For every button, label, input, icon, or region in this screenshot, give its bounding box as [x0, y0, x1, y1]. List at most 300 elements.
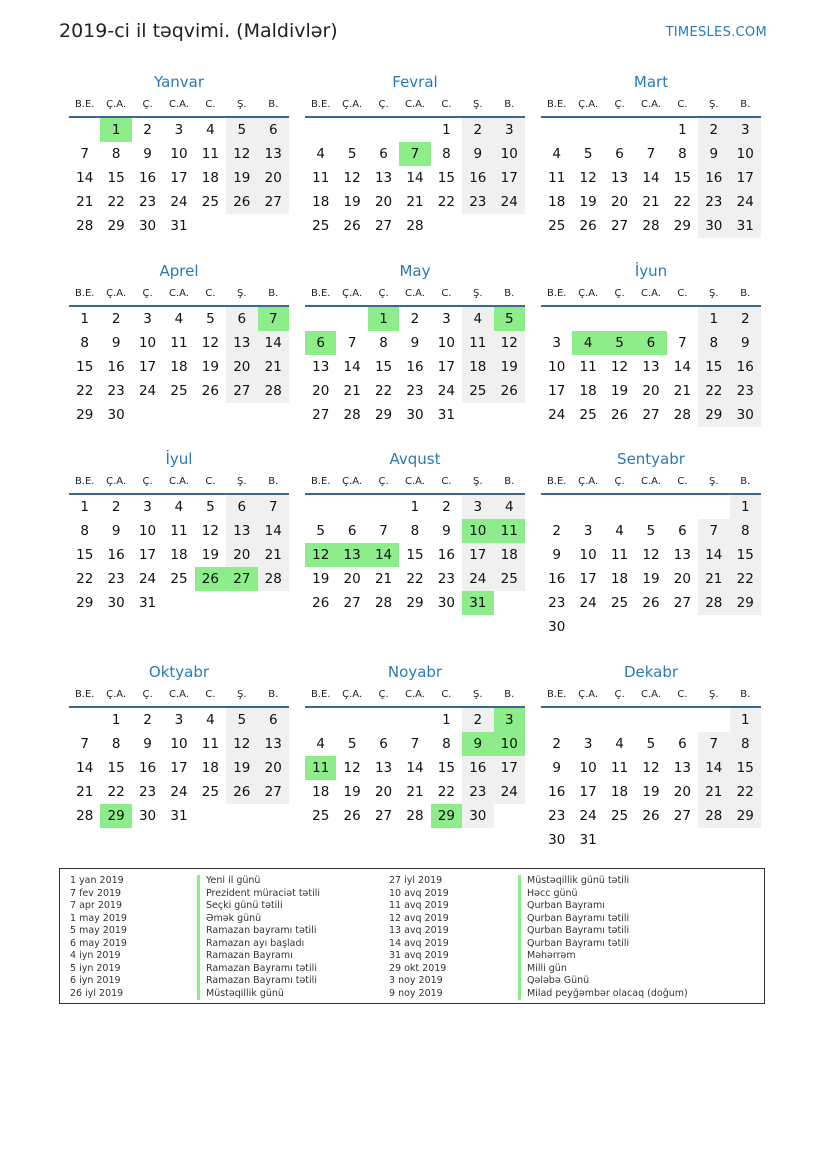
day-cell[interactable]: 19	[226, 166, 257, 190]
day-cell[interactable]: 4	[552, 146, 561, 162]
day-cell[interactable]: 14	[76, 170, 94, 186]
day-cell[interactable]: 28	[406, 808, 424, 824]
day-cell[interactable]: 26	[226, 190, 257, 214]
day-cell[interactable]: 22	[698, 379, 729, 403]
day-cell[interactable]: 2	[442, 499, 451, 515]
day-cell[interactable]: 10	[494, 142, 525, 166]
day-cell[interactable]: 23	[548, 595, 566, 611]
day-cell[interactable]: 2	[143, 712, 152, 728]
day-cell[interactable]: 18	[494, 543, 525, 567]
day-cell[interactable]: 24	[138, 571, 157, 587]
day-cell[interactable]: 31	[437, 407, 455, 423]
day-cell[interactable]: 17	[170, 760, 188, 776]
day-cell[interactable]: 29	[730, 591, 761, 615]
day-cell[interactable]: 26	[579, 218, 597, 234]
day-cell[interactable]: 20	[226, 543, 257, 567]
day-cell[interactable]: 16	[548, 571, 566, 587]
day-cell[interactable]: 7	[258, 307, 289, 331]
day-cell[interactable]: 15	[698, 355, 729, 379]
day-cell[interactable]: 29	[406, 595, 424, 611]
day-cell[interactable]: 19	[312, 571, 330, 587]
day-cell[interactable]: 3	[174, 712, 184, 728]
day-cell[interactable]: 12	[201, 335, 219, 351]
day-cell[interactable]: 6	[379, 736, 388, 752]
day-cell[interactable]: 23	[138, 194, 157, 210]
day-cell[interactable]: 2	[462, 708, 493, 732]
day-cell[interactable]: 14	[258, 519, 289, 543]
day-cell[interactable]: 14	[698, 756, 729, 780]
day-cell[interactable]: 14	[258, 331, 289, 355]
day-cell[interactable]: 25	[170, 383, 188, 399]
day-cell[interactable]: 28	[642, 218, 660, 234]
day-cell[interactable]: 6	[678, 736, 687, 752]
day-cell[interactable]: 30	[437, 595, 455, 611]
day-cell[interactable]: 31	[170, 808, 188, 824]
day-cell[interactable]: 17	[138, 547, 157, 563]
day-cell[interactable]: 27	[673, 808, 691, 824]
day-cell[interactable]: 23	[462, 780, 493, 804]
day-cell[interactable]: 18	[170, 359, 188, 375]
day-cell[interactable]: 20	[343, 571, 361, 587]
day-cell[interactable]: 10	[579, 760, 597, 776]
day-cell[interactable]: 2	[698, 118, 729, 142]
day-cell[interactable]: 28	[374, 595, 393, 611]
day-cell[interactable]: 28	[406, 218, 424, 234]
day-cell[interactable]: 22	[374, 383, 393, 399]
day-cell[interactable]: 29	[698, 403, 729, 427]
day-cell[interactable]: 11	[170, 335, 188, 351]
day-cell[interactable]: 16	[730, 355, 761, 379]
day-cell[interactable]: 3	[583, 523, 593, 539]
day-cell[interactable]: 19	[610, 383, 629, 399]
day-cell[interactable]: 5	[206, 311, 215, 327]
day-cell[interactable]: 21	[673, 383, 691, 399]
day-cell[interactable]: 17	[170, 170, 188, 186]
day-cell[interactable]: 13	[610, 170, 629, 186]
day-cell[interactable]: 21	[258, 543, 289, 567]
day-cell[interactable]: 12	[642, 760, 660, 776]
day-cell[interactable]: 18	[201, 170, 219, 186]
day-cell[interactable]: 2	[111, 499, 121, 515]
day-cell[interactable]: 25	[170, 571, 188, 587]
day-cell[interactable]: 20	[673, 571, 691, 587]
day-cell[interactable]: 18	[312, 784, 330, 800]
day-cell[interactable]: 16	[462, 166, 493, 190]
day-cell[interactable]: 17	[579, 571, 597, 587]
day-cell[interactable]: 3	[442, 311, 451, 327]
day-cell[interactable]: 26	[610, 407, 629, 423]
day-cell[interactable]: 23	[548, 808, 566, 824]
day-cell[interactable]: 24	[494, 780, 525, 804]
day-cell[interactable]: 16	[437, 547, 455, 563]
day-cell[interactable]: 19	[343, 784, 361, 800]
day-cell[interactable]: 11	[305, 756, 336, 780]
day-cell[interactable]: 4	[206, 712, 215, 728]
day-cell[interactable]: 22	[76, 383, 94, 399]
day-cell[interactable]: 26	[494, 379, 525, 403]
day-cell[interactable]: 8	[80, 523, 89, 539]
day-cell[interactable]: 2	[143, 122, 152, 138]
day-cell[interactable]: 18	[312, 194, 330, 210]
day-cell[interactable]: 5	[347, 736, 357, 752]
day-cell[interactable]: 27	[374, 808, 393, 824]
day-cell[interactable]: 16	[406, 359, 424, 375]
day-cell[interactable]: 9	[143, 736, 152, 752]
day-cell[interactable]: 7	[678, 335, 687, 351]
day-cell[interactable]: 9	[552, 760, 561, 776]
day-cell[interactable]: 10	[730, 142, 761, 166]
day-cell[interactable]: 7	[379, 523, 388, 539]
day-cell[interactable]: 25	[548, 218, 566, 234]
day-cell[interactable]: 20	[312, 383, 330, 399]
day-cell[interactable]: 29	[100, 804, 131, 828]
day-cell[interactable]: 13	[673, 760, 691, 776]
day-cell[interactable]: 5	[347, 146, 357, 162]
day-cell[interactable]: 3	[143, 499, 152, 515]
day-cell[interactable]: 9	[462, 732, 493, 756]
day-cell[interactable]: 2	[462, 118, 493, 142]
day-cell[interactable]: 27	[343, 595, 361, 611]
day-cell[interactable]: 20	[642, 383, 660, 399]
day-cell[interactable]: 18	[170, 547, 188, 563]
day-cell[interactable]: 1	[80, 311, 89, 327]
day-cell[interactable]: 8	[80, 335, 89, 351]
day-cell[interactable]: 25	[312, 808, 330, 824]
day-cell[interactable]: 5	[583, 146, 593, 162]
day-cell[interactable]: 24	[462, 567, 493, 591]
day-cell[interactable]: 12	[642, 547, 660, 563]
day-cell[interactable]: 6	[347, 523, 357, 539]
day-cell[interactable]: 8	[698, 331, 729, 355]
day-cell[interactable]: 10	[170, 146, 188, 162]
day-cell[interactable]: 13	[258, 732, 289, 756]
day-cell[interactable]: 22	[730, 567, 761, 591]
day-cell[interactable]: 13	[336, 543, 367, 567]
day-cell[interactable]: 11	[579, 359, 597, 375]
day-cell[interactable]: 3	[583, 736, 593, 752]
day-cell[interactable]: 7	[80, 146, 89, 162]
day-cell[interactable]: 29	[431, 804, 462, 828]
day-cell[interactable]: 8	[111, 146, 121, 162]
day-cell[interactable]: 19	[201, 547, 219, 563]
day-cell[interactable]: 5	[646, 736, 656, 752]
day-cell[interactable]: 25	[610, 595, 629, 611]
day-cell[interactable]: 26	[642, 595, 660, 611]
day-cell[interactable]: 6	[379, 146, 388, 162]
day-cell[interactable]: 12	[494, 331, 525, 355]
day-cell[interactable]: 23	[107, 571, 125, 587]
day-cell[interactable]: 21	[642, 194, 660, 210]
day-cell[interactable]: 29	[673, 218, 691, 234]
day-cell[interactable]: 1	[111, 712, 121, 728]
day-cell[interactable]: 29	[374, 407, 393, 423]
day-cell[interactable]: 1	[368, 307, 399, 331]
day-cell[interactable]: 8	[730, 519, 761, 543]
day-cell[interactable]: 4	[494, 495, 525, 519]
day-cell[interactable]: 17	[462, 543, 493, 567]
day-cell[interactable]: 29	[76, 595, 94, 611]
day-cell[interactable]: 18	[610, 571, 629, 587]
day-cell[interactable]: 22	[437, 784, 455, 800]
day-cell[interactable]: 2	[730, 307, 761, 331]
day-cell[interactable]: 23	[107, 383, 125, 399]
day-cell[interactable]: 21	[76, 784, 94, 800]
day-cell[interactable]: 25	[201, 784, 219, 800]
day-cell[interactable]: 2	[552, 523, 561, 539]
day-cell[interactable]: 11	[201, 736, 219, 752]
day-cell[interactable]: 4	[174, 311, 184, 327]
day-cell[interactable]: 26	[343, 808, 361, 824]
day-cell[interactable]: 24	[170, 194, 188, 210]
day-cell[interactable]: 14	[698, 543, 729, 567]
day-cell[interactable]: 28	[76, 808, 94, 824]
day-cell[interactable]: 3	[552, 335, 561, 351]
day-cell[interactable]: 27	[226, 567, 257, 591]
day-cell[interactable]: 11	[610, 760, 629, 776]
day-cell[interactable]: 6	[635, 331, 666, 355]
day-cell[interactable]: 1	[730, 495, 761, 519]
day-cell[interactable]: 4	[206, 122, 215, 138]
day-cell[interactable]: 17	[579, 784, 597, 800]
day-cell[interactable]: 14	[406, 760, 424, 776]
day-cell[interactable]: 10	[579, 547, 597, 563]
day-cell[interactable]: 5	[226, 118, 257, 142]
day-cell[interactable]: 16	[548, 784, 566, 800]
day-cell[interactable]: 19	[579, 194, 597, 210]
day-cell[interactable]: 27	[374, 218, 393, 234]
day-cell[interactable]: 15	[107, 170, 125, 186]
day-cell[interactable]: 8	[678, 146, 687, 162]
day-cell[interactable]: 6	[258, 708, 289, 732]
day-cell[interactable]: 20	[258, 166, 289, 190]
day-cell[interactable]: 21	[374, 571, 393, 587]
day-cell[interactable]: 19	[494, 355, 525, 379]
day-cell[interactable]: 8	[410, 523, 420, 539]
day-cell[interactable]: 2	[410, 311, 420, 327]
day-cell[interactable]: 7	[410, 736, 420, 752]
day-cell[interactable]: 9	[410, 335, 420, 351]
day-cell[interactable]: 30	[138, 218, 157, 234]
day-cell[interactable]: 17	[548, 383, 566, 399]
day-cell[interactable]: 14	[76, 760, 94, 776]
day-cell[interactable]: 29	[76, 407, 94, 423]
day-cell[interactable]: 6	[305, 331, 336, 355]
day-cell[interactable]: 12	[305, 543, 336, 567]
day-cell[interactable]: 24	[730, 190, 761, 214]
day-cell[interactable]: 27	[610, 218, 629, 234]
day-cell[interactable]: 8	[730, 732, 761, 756]
day-cell[interactable]: 10	[170, 736, 188, 752]
day-cell[interactable]: 20	[610, 194, 629, 210]
day-cell[interactable]: 25	[494, 567, 525, 591]
day-cell[interactable]: 18	[201, 760, 219, 776]
day-cell[interactable]: 14	[642, 170, 660, 186]
day-cell[interactable]: 5	[494, 307, 525, 331]
site-link[interactable]: TIMESLES.COM	[665, 25, 767, 40]
day-cell[interactable]: 25	[462, 379, 493, 403]
day-cell[interactable]: 13	[374, 760, 393, 776]
day-cell[interactable]: 26	[642, 808, 660, 824]
day-cell[interactable]: 7	[399, 142, 430, 166]
day-cell[interactable]: 27	[226, 379, 257, 403]
day-cell[interactable]: 15	[374, 359, 393, 375]
day-cell[interactable]: 22	[406, 571, 424, 587]
day-cell[interactable]: 1	[678, 122, 687, 138]
day-cell[interactable]: 9	[111, 523, 121, 539]
day-cell[interactable]: 12	[201, 523, 219, 539]
day-cell[interactable]: 21	[76, 194, 94, 210]
day-cell[interactable]: 19	[343, 194, 361, 210]
day-cell[interactable]: 7	[698, 519, 729, 543]
day-cell[interactable]: 3	[730, 118, 761, 142]
day-cell[interactable]: 4	[615, 736, 624, 752]
day-cell[interactable]: 9	[462, 142, 493, 166]
day-cell[interactable]: 4	[572, 331, 603, 355]
day-cell[interactable]: 8	[111, 736, 121, 752]
day-cell[interactable]: 24	[579, 808, 597, 824]
day-cell[interactable]: 10	[138, 335, 157, 351]
day-cell[interactable]: 31	[730, 214, 761, 238]
day-cell[interactable]: 15	[437, 760, 455, 776]
day-cell[interactable]: 12	[610, 359, 629, 375]
day-cell[interactable]: 31	[579, 832, 597, 848]
day-cell[interactable]: 28	[343, 407, 361, 423]
day-cell[interactable]: 17	[494, 166, 525, 190]
day-cell[interactable]: 30	[462, 804, 493, 828]
day-cell[interactable]: 28	[258, 567, 289, 591]
day-cell[interactable]: 31	[170, 218, 188, 234]
day-cell[interactable]: 21	[406, 194, 424, 210]
day-cell[interactable]: 15	[730, 756, 761, 780]
day-cell[interactable]: 24	[138, 383, 157, 399]
day-cell[interactable]: 22	[107, 784, 125, 800]
day-cell[interactable]: 29	[730, 804, 761, 828]
day-cell[interactable]: 13	[258, 142, 289, 166]
day-cell[interactable]: 3	[462, 495, 493, 519]
day-cell[interactable]: 5	[646, 523, 656, 539]
day-cell[interactable]: 4	[174, 499, 184, 515]
day-cell[interactable]: 29	[107, 218, 125, 234]
day-cell[interactable]: 10	[494, 732, 525, 756]
day-cell[interactable]: 4	[316, 736, 325, 752]
day-cell[interactable]: 17	[138, 359, 157, 375]
day-cell[interactable]: 28	[698, 804, 729, 828]
day-cell[interactable]: 14	[673, 359, 691, 375]
day-cell[interactable]: 27	[673, 595, 691, 611]
day-cell[interactable]: 23	[462, 190, 493, 214]
day-cell[interactable]: 20	[673, 784, 691, 800]
day-cell[interactable]: 5	[604, 331, 635, 355]
day-cell[interactable]: 4	[316, 146, 325, 162]
day-cell[interactable]: 9	[442, 523, 451, 539]
day-cell[interactable]: 19	[226, 756, 257, 780]
day-cell[interactable]: 14	[343, 359, 361, 375]
day-cell[interactable]: 3	[174, 122, 184, 138]
day-cell[interactable]: 15	[107, 760, 125, 776]
day-cell[interactable]: 20	[258, 756, 289, 780]
day-cell[interactable]: 30	[138, 808, 157, 824]
day-cell[interactable]: 22	[673, 194, 691, 210]
day-cell[interactable]: 12	[343, 760, 361, 776]
day-cell[interactable]: 15	[730, 543, 761, 567]
day-cell[interactable]: 28	[76, 218, 94, 234]
day-cell[interactable]: 18	[462, 355, 493, 379]
day-cell[interactable]: 20	[226, 355, 257, 379]
day-cell[interactable]: 15	[673, 170, 691, 186]
day-cell[interactable]: 12	[226, 732, 257, 756]
day-cell[interactable]: 16	[138, 760, 157, 776]
day-cell[interactable]: 10	[437, 335, 455, 351]
day-cell[interactable]: 11	[462, 331, 493, 355]
day-cell[interactable]: 13	[226, 331, 257, 355]
day-cell[interactable]: 16	[462, 756, 493, 780]
day-cell[interactable]: 30	[548, 832, 566, 848]
day-cell[interactable]: 10	[548, 359, 566, 375]
day-cell[interactable]: 26	[195, 567, 226, 591]
day-cell[interactable]: 8	[379, 335, 388, 351]
day-cell[interactable]: 14	[406, 170, 424, 186]
day-cell[interactable]: 10	[462, 519, 493, 543]
day-cell[interactable]: 22	[76, 571, 94, 587]
day-cell[interactable]: 24	[548, 407, 566, 423]
day-cell[interactable]: 2	[552, 736, 561, 752]
day-cell[interactable]: 16	[138, 170, 157, 186]
day-cell[interactable]: 17	[437, 359, 455, 375]
day-cell[interactable]: 13	[673, 547, 691, 563]
day-cell[interactable]: 12	[579, 170, 597, 186]
day-cell[interactable]: 30	[107, 407, 125, 423]
day-cell[interactable]: 18	[579, 383, 597, 399]
day-cell[interactable]: 1	[442, 712, 451, 728]
day-cell[interactable]: 31	[138, 595, 157, 611]
day-cell[interactable]: 1	[730, 708, 761, 732]
day-cell[interactable]: 7	[80, 736, 89, 752]
day-cell[interactable]: 7	[258, 495, 289, 519]
day-cell[interactable]: 24	[170, 784, 188, 800]
day-cell[interactable]: 7	[646, 146, 656, 162]
day-cell[interactable]: 5	[206, 499, 215, 515]
day-cell[interactable]: 15	[76, 547, 94, 563]
day-cell[interactable]: 12	[343, 170, 361, 186]
day-cell[interactable]: 1	[698, 307, 729, 331]
day-cell[interactable]: 26	[201, 383, 219, 399]
day-cell[interactable]: 11	[170, 523, 188, 539]
day-cell[interactable]: 25	[201, 194, 219, 210]
day-cell[interactable]: 5	[316, 523, 325, 539]
day-cell[interactable]: 9	[111, 335, 121, 351]
day-cell[interactable]: 27	[642, 407, 660, 423]
day-cell[interactable]: 20	[374, 194, 393, 210]
day-cell[interactable]: 16	[698, 166, 729, 190]
day-cell[interactable]: 14	[368, 543, 399, 567]
day-cell[interactable]: 15	[406, 547, 424, 563]
day-cell[interactable]: 30	[730, 403, 761, 427]
day-cell[interactable]: 21	[698, 780, 729, 804]
day-cell[interactable]: 1	[100, 118, 131, 142]
day-cell[interactable]: 6	[226, 495, 257, 519]
day-cell[interactable]: 24	[494, 190, 525, 214]
day-cell[interactable]: 7	[347, 335, 357, 351]
day-cell[interactable]: 18	[548, 194, 566, 210]
day-cell[interactable]: 19	[642, 784, 660, 800]
day-cell[interactable]: 20	[374, 784, 393, 800]
day-cell[interactable]: 1	[442, 122, 451, 138]
day-cell[interactable]: 9	[552, 547, 561, 563]
day-cell[interactable]: 30	[548, 619, 566, 635]
day-cell[interactable]: 12	[226, 142, 257, 166]
day-cell[interactable]: 25	[610, 808, 629, 824]
day-cell[interactable]: 3	[494, 118, 525, 142]
